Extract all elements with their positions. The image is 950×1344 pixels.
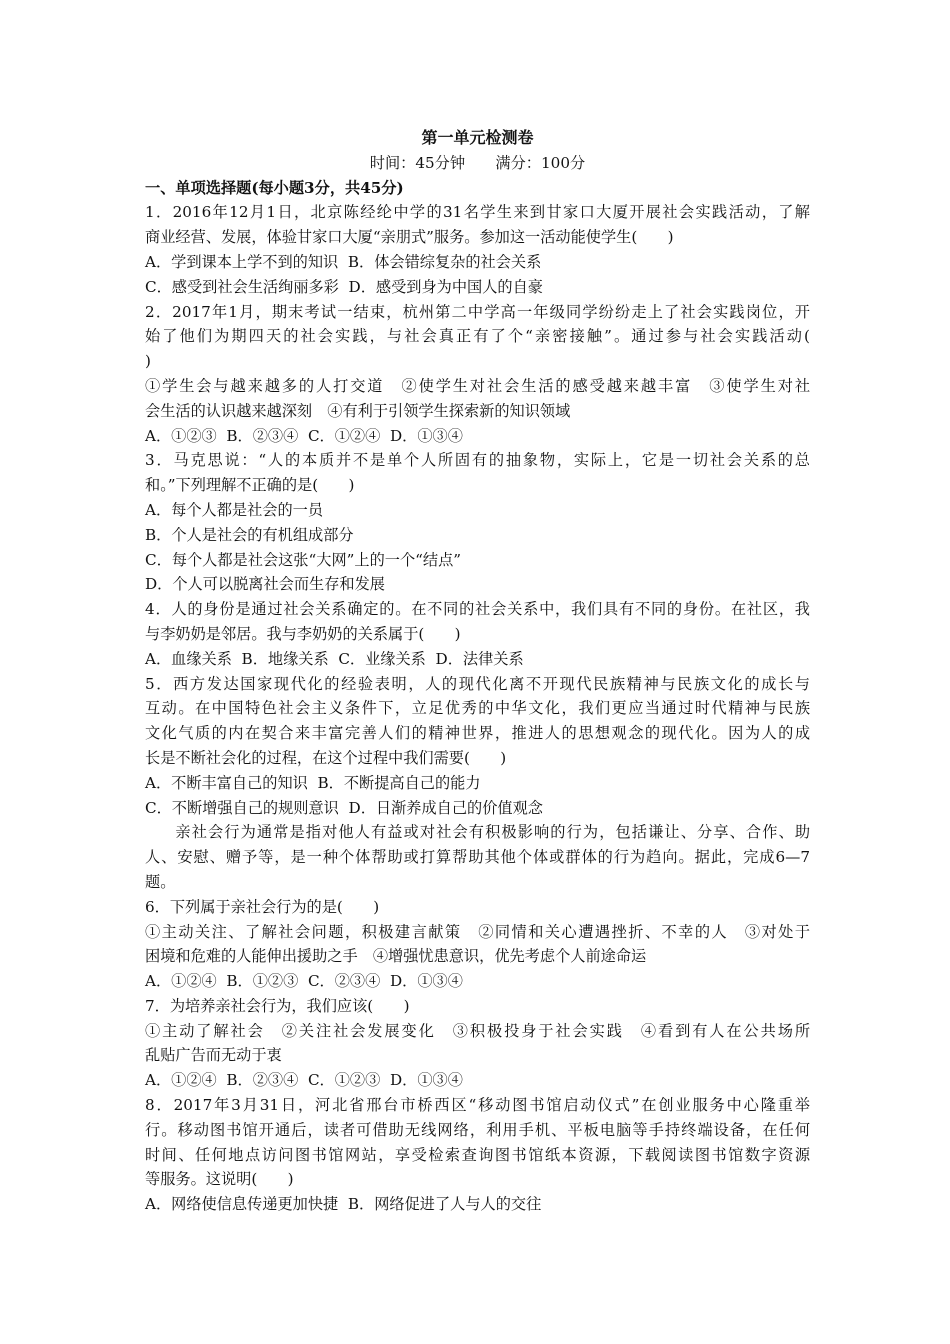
text-line: A．不断丰富自己的知识 B．不断提高自己的能力 <box>145 773 481 792</box>
exam-page <box>145 126 810 1217</box>
text-line: 商业经营、发展，体验甘家口大厦“亲朋式”服务。参加这一活动能使学生( ) <box>145 228 674 247</box>
text-line: 乱贴广告而无动于衷 <box>145 1046 282 1065</box>
text-line: C．每个人都是社会这张“大网”上的一个“结点” <box>145 550 462 569</box>
text-line: A．①②③ B．②③④ C．①②④ D．①③④ <box>145 426 463 445</box>
exam-meta: 时间：45分钟 满分：100分 <box>369 153 586 172</box>
text-line: C．感受到社会生活绚丽多彩 D．感受到身为中国人的自豪 <box>145 277 543 296</box>
text-line: 互动。在中国特色社会主义条件下，立足优秀的中华文化，我们更应当通过时代精神与民族 <box>145 699 810 718</box>
text-line: 人、安慰、赠予等，是一种个体帮助或打算帮助其他个体或群体的行为趋向。据此，完成6—7 <box>145 848 810 867</box>
section-heading: 一、单项选择题(每小题3分，共45分) <box>145 178 404 197</box>
text-line: 会生活的认识越来越深刻 ④有利于引领学生探索新的知识领域 <box>145 401 571 420</box>
text-line: A．学到课本上学不到的知识 B．体会错综复杂的社会关系 <box>145 252 542 271</box>
text-line: B．个人是社会的有机组成部分 <box>145 525 354 544</box>
text-line: 行。移动图书馆开通后，读者可借助无线网络，利用手机、平板电脑等手持终端设备，在任何 <box>145 1120 810 1139</box>
text-line: 2．2017年1月，期末考试一结束，杭州第二中学高一年级同学纷纷走上了社会实践岗位，开 <box>145 302 810 321</box>
text-line: 始了他们为期四天的社会实践，与社会真正有了个“亲密接触”。通过参与社会实践活动( <box>145 327 810 346</box>
text-line: 和。”下列理解不正确的是( ) <box>145 476 355 495</box>
text-line: 等服务。这说明( ) <box>145 1170 294 1189</box>
text-line: A．网络使信息传递更加快捷 B．网络促进了人与人的交往 <box>145 1195 542 1214</box>
text-line: 1．2016年12月1日，北京陈经纶中学的31名学生来到甘家口大厦开展社会实践活动，了解 <box>145 203 810 222</box>
text-line: ①学生会与越来越多的人打交道 ②使学生对社会生活的感受越来越丰富 ③使学生对社 <box>145 376 810 395</box>
text-line: 8．2017年3月31日，河北省邢台市桥西区“移动图书馆启动仪式”在创业服务中心隆重举 <box>145 1096 810 1115</box>
exam-title: 第一单元检测卷 <box>421 128 534 147</box>
text-line: 时间、任何地点访问图书馆网站，享受检索查询图书馆纸本资源，下载阅读图书馆数字资源 <box>145 1145 810 1164</box>
text-line: A．每个人都是社会的一员 <box>145 500 324 519</box>
text-line: A．血缘关系 B．地缘关系 C．业缘关系 D．法律关系 <box>145 649 524 668</box>
text-line: 7．为培养亲社会行为，我们应该( ) <box>145 996 410 1015</box>
text-line: A．①②④ B．②③④ C．①②③ D．①③④ <box>145 1071 463 1090</box>
text-line: 长是不断社会化的过程，在这个过程中我们需要( ) <box>145 748 507 767</box>
text-line: ①主动关注、了解社会问题，积极建言献策 ②同情和关心遭遇挫折、不幸的人 ③对处于 <box>145 922 810 941</box>
question-body <box>145 200 810 1217</box>
text-line: 6．下列属于亲社会行为的是( ) <box>145 897 380 916</box>
text-line: 亲社会行为通常是指对他人有益或对社会有积极影响的行为，包括谦让、分享、合作、助 <box>175 823 810 842</box>
text-line: ①主动了解社会 ②关注社会发展变化 ③积极投身于社会实践 ④看到有人在公共场所 <box>145 1021 810 1040</box>
text-line: C．不断增强自己的规则意识 D．日渐养成自己的价值观念 <box>145 798 543 817</box>
text-line: D．个人可以脱离社会而生存和发展 <box>145 575 385 594</box>
text-line: 5．西方发达国家现代化的经验表明，人的现代化离不开现代民族精神与民族文化的成长与 <box>145 674 810 693</box>
text-line: 题。 <box>145 872 176 891</box>
text-line: ) <box>145 352 151 371</box>
text-line: 困境和危难的人能伸出援助之手 ④增强忧患意识，优先考虑个人前途命运 <box>145 947 647 966</box>
text-line: 文化气质的内在契合来丰富完善人们的精神世界，推进人的思想观念的现代化。因为人的成 <box>145 724 810 743</box>
text-line: 与李奶奶是邻居。我与李奶奶的关系属于( ) <box>145 624 461 643</box>
text-line: 4．人的身份是通过社会关系确定的。在不同的社会关系中，我们具有不同的身份。在社区，我 <box>145 600 810 619</box>
text-line: 3．马克思说：“人的本质并不是单个人所固有的抽象物，实际上，它是一切社会关系的总 <box>145 451 810 470</box>
text-line: A．①②④ B．①②③ C．②③④ D．①③④ <box>145 972 463 991</box>
